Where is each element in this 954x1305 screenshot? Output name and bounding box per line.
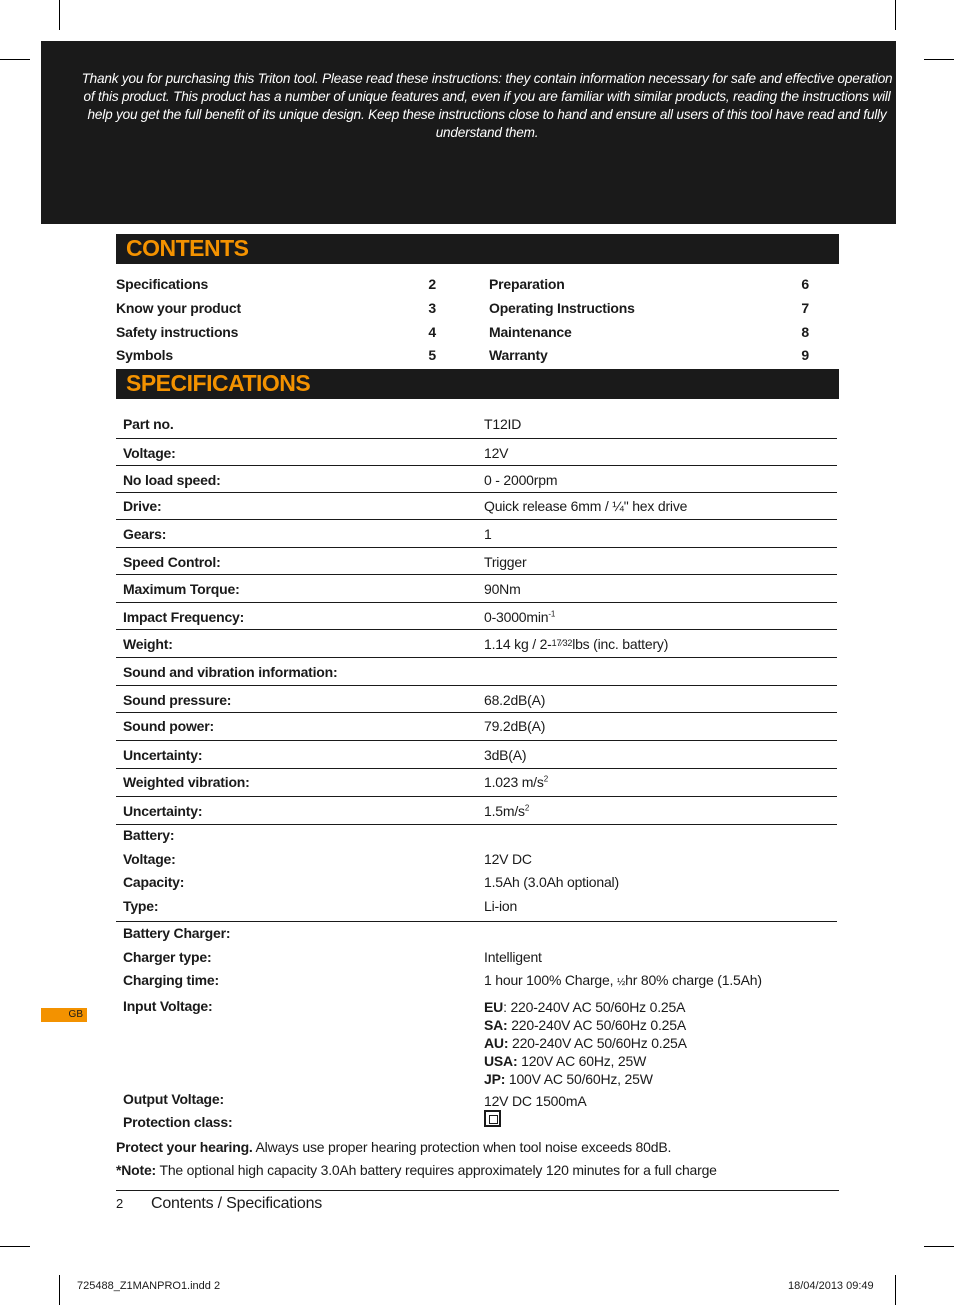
table-row <box>116 686 837 713</box>
spec-value-superscript: -1 <box>548 609 556 619</box>
spec-label: Uncertainty: <box>123 747 203 763</box>
crop-mark <box>924 59 954 60</box>
footer-divider <box>116 1190 839 1191</box>
specifications-heading: SPECIFICATIONS <box>126 370 311 396</box>
spec-value: Li-ion <box>484 897 518 914</box>
input-voltage-item <box>484 1052 687 1070</box>
region-label: SA: <box>484 1016 508 1033</box>
spec-value <box>484 609 555 625</box>
spec-value-fraction: 17⁄32 <box>551 638 573 648</box>
region-value: 120V AC 60Hz, 25W <box>517 1052 647 1069</box>
spec-value-superscript: 2 <box>543 774 548 784</box>
spec-label: Voltage: <box>123 445 176 461</box>
table-row-charger <box>116 922 837 1137</box>
contents-item-label: Symbols <box>116 347 173 363</box>
battery-voltage-line <box>116 851 837 875</box>
region-label: USA: <box>484 1052 518 1069</box>
spec-label: Weight: <box>123 636 173 652</box>
contents-item-page: 9 <box>801 347 809 363</box>
table-row <box>116 658 837 686</box>
contents-item <box>489 300 635 316</box>
spec-label: Output Voltage: <box>123 1090 224 1107</box>
table-row <box>116 603 837 630</box>
spec-value: 12V <box>484 445 509 461</box>
charger-protection-line <box>116 1114 837 1138</box>
spec-value-text: 1.14 kg / 2- <box>484 636 552 652</box>
contents-item-page: 8 <box>801 324 809 340</box>
input-voltage-item <box>484 1070 687 1088</box>
crop-mark <box>895 0 896 30</box>
contents-item-label: Maintenance <box>489 324 572 340</box>
region-value: 220-240V AC 50/60Hz 0.25A <box>506 998 686 1015</box>
contents-item-page: 7 <box>801 300 809 316</box>
contents-item-page: 4 <box>428 324 436 340</box>
charger-input-line <box>116 996 837 1091</box>
language-tab: GB <box>41 1008 87 1022</box>
table-row <box>116 797 837 825</box>
spec-label: Weighted vibration: <box>123 774 250 790</box>
crop-mark <box>59 0 60 30</box>
spec-label: Charger type: <box>123 948 212 965</box>
contents-item <box>489 276 565 292</box>
table-row <box>116 411 837 439</box>
table-row <box>116 466 837 493</box>
region-value: 100V AC 50/60Hz, 25W <box>505 1070 653 1087</box>
charger-type-line <box>116 949 837 973</box>
region-value: 220-240V AC 50/60Hz 0.25A <box>508 1034 687 1051</box>
spec-section-label: Battery: <box>123 827 175 843</box>
contents-heading-bar <box>116 234 839 264</box>
spec-label: Impact Frequency: <box>123 609 245 625</box>
spec-value <box>484 972 762 988</box>
charger-time-line <box>116 972 837 996</box>
contents-item-label: Specifications <box>116 276 209 292</box>
table-row <box>116 439 837 466</box>
table-row <box>116 575 837 603</box>
crop-mark <box>895 1275 896 1305</box>
spec-value: 1.5Ah (3.0Ah optional) <box>484 874 619 890</box>
contents-item-page: 5 <box>428 347 436 363</box>
spec-value-fraction: ½ <box>616 977 626 988</box>
spec-value <box>484 774 548 790</box>
input-voltage-item <box>484 1034 687 1052</box>
charger-output-line <box>116 1091 837 1115</box>
table-row <box>116 520 837 548</box>
spec-label: Type: <box>123 897 159 914</box>
input-voltage-item <box>484 1016 687 1034</box>
spec-label: Uncertainty: <box>123 803 203 819</box>
contents-item-page: 3 <box>428 300 436 316</box>
contents-item-label: Safety instructions <box>116 324 239 340</box>
table-row <box>116 630 837 658</box>
spec-label: Charging time: <box>123 972 219 988</box>
contents-item-label: Operating Instructions <box>489 300 635 316</box>
spec-value: 12V DC 1500mA <box>484 1092 587 1109</box>
hearing-note <box>116 1139 671 1155</box>
crop-mark <box>0 1246 30 1247</box>
contents-item-label: Preparation <box>489 276 565 292</box>
spec-value-text: 1.5m/s <box>484 803 525 819</box>
spec-label: Voltage: <box>123 850 176 867</box>
contents-item <box>489 324 572 340</box>
region-separator: : <box>503 998 507 1015</box>
spec-label: Sound power: <box>123 718 214 734</box>
table-row <box>116 713 837 741</box>
spec-value <box>484 636 668 652</box>
contents-item <box>116 347 173 363</box>
hearing-note-text: Always use proper hearing protection when tool noise exceeds 80dB. <box>252 1139 672 1155</box>
region-value: 220-240V AC 50/60Hz 0.25A <box>507 1016 686 1033</box>
hearing-note-bold: Protect your hearing. <box>116 1139 253 1155</box>
spec-label: Capacity: <box>123 874 185 890</box>
spec-value: 90Nm <box>484 581 521 597</box>
crop-mark <box>924 1246 954 1247</box>
spec-label: Maximum Torque: <box>123 581 240 597</box>
footer-title: Contents / Specifications <box>151 1195 323 1212</box>
crop-mark <box>59 1275 60 1305</box>
slug-file-info: 725488_Z1MANPRO1.indd 2 <box>77 1280 221 1292</box>
spec-label: Protection class: <box>123 1114 233 1130</box>
slug-date-info: 18/04/2013 09:49 <box>788 1280 874 1292</box>
spec-value: 12V DC <box>484 850 532 867</box>
spec-value <box>484 803 529 819</box>
spec-value: Quick release 6mm / ¼" hex drive <box>484 498 688 514</box>
crop-mark <box>0 59 30 60</box>
input-voltage-list <box>484 998 687 1088</box>
table-row-battery <box>116 825 837 922</box>
spec-label: No load speed: <box>123 472 221 488</box>
battery-heading-line <box>116 827 837 851</box>
battery-type-line <box>116 898 837 922</box>
spec-value-text: 0-3000min <box>484 609 549 625</box>
table-row <box>116 548 837 575</box>
spec-value: T12ID <box>484 416 522 432</box>
contents-item <box>116 324 238 340</box>
specifications-table <box>116 411 837 1137</box>
charger-heading-line <box>116 925 837 949</box>
specifications-heading-bar <box>116 369 839 399</box>
spec-value: Intelligent <box>484 948 542 965</box>
spec-label: Gears: <box>123 526 167 542</box>
spec-value-text: 1 hour 100% Charge, <box>484 972 617 988</box>
contents-item <box>489 347 548 363</box>
contents-item-page: 2 <box>428 276 436 292</box>
spec-value: 3dB(A) <box>484 747 527 763</box>
spec-section-label: Battery Charger: <box>123 925 231 941</box>
spec-value: 1 <box>484 526 492 542</box>
battery-note-text: The optional high capacity 3.0Ah battery requires approximately 120 minutes for a full charge <box>156 1162 717 1178</box>
table-row <box>116 741 837 769</box>
region-label: JP: <box>484 1070 506 1087</box>
spec-label: Part no. <box>123 416 174 432</box>
spec-value-text: hr 80% charge (1.5Ah) <box>625 972 762 988</box>
contents-item-label: Know your product <box>116 300 241 316</box>
spec-value-text: lbs (inc. battery) <box>572 636 669 652</box>
input-voltage-item <box>484 998 687 1016</box>
battery-note <box>116 1162 717 1178</box>
double-insulation-icon <box>484 1110 501 1127</box>
table-row <box>116 493 837 520</box>
table-row <box>116 769 837 797</box>
spec-value: Trigger <box>484 554 527 570</box>
spec-label: Drive: <box>123 498 162 514</box>
spec-label: Input Voltage: <box>123 997 213 1014</box>
contents-item-label: Warranty <box>489 347 548 363</box>
page-number: 2 <box>116 1196 124 1211</box>
battery-capacity-line <box>116 874 837 898</box>
contents-item <box>116 300 241 316</box>
protection-class-value <box>484 1110 501 1130</box>
intro-text: Thank you for purchasing this Triton tool. Please read these instructions: they contain information necessary for safe and effective operation of this product. This product has a number of unique features and, even if you are familiar with similar products, reading the instructions will help you get the full benefit of its unique design. Keep these instructions close to hand and ensure all users of this tool have read and fully understand them. <box>81 71 893 140</box>
contents-item <box>116 276 208 292</box>
spec-value-superscript: 2 <box>524 803 530 813</box>
spec-value: 0 - 2000rpm <box>484 472 558 488</box>
region-label: EU <box>484 998 504 1015</box>
spec-value-text: 1.023 m/s <box>484 774 544 790</box>
spec-value: 79.2dB(A) <box>484 718 546 734</box>
spec-label: Speed Control: <box>123 554 221 570</box>
region-label: AU: <box>484 1034 509 1051</box>
spec-label: Sound pressure: <box>123 692 232 708</box>
contents-item-page: 6 <box>801 276 809 292</box>
battery-note-bold: *Note: <box>116 1162 157 1178</box>
spec-section-label: Sound and vibration information: <box>123 664 338 680</box>
spec-value: 68.2dB(A) <box>484 692 546 708</box>
contents-heading: CONTENTS <box>126 235 249 261</box>
